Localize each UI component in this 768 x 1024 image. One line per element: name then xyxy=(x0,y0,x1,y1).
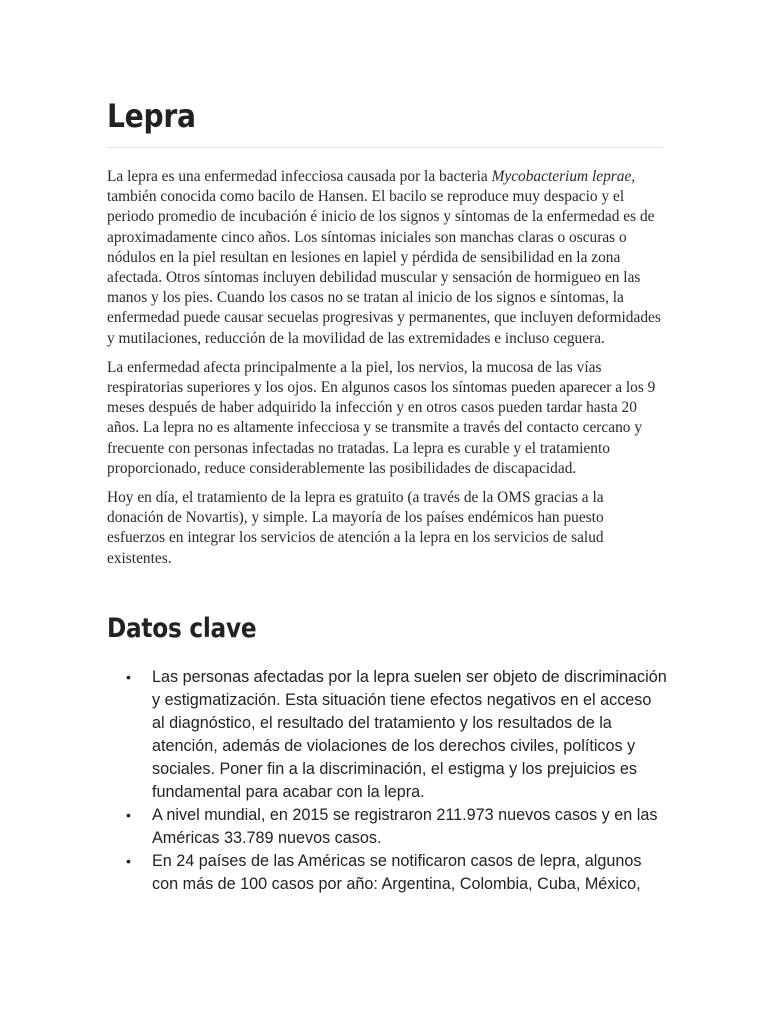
bullet-icon: • xyxy=(126,853,131,869)
intro-p1-lead: La lepra es una enfermedad infecciosa causada por la bacteria xyxy=(107,168,492,185)
intro-p1-rest: , también conocida como bacilo de Hansen. El bacilo se reproduce muy despacio y el periodo promedio de incubación é inicio de los signos y síntomas de la enfermedad es de aproximadamente cinco años. Los síntomas iniciales son manchas claras o oscuras o nódulos en la piel resultan en lesiones en lapiel y pérdida de sensibilidad en la zona afectada. Otros síntomas incluyen debilidad muscular y sensación de hormigueo en las manos y los pies. Cuando los casos no se tratan al inicio de los signos e síntomas, la enfermedad puede causar secuelas progresivas y permanentes, que incluyen deformidades y mutilaciones, reducción de la movilidad de las extremidades e incluso ceguera. xyxy=(107,168,661,347)
list-item-text: En 24 países de las Américas se notificaron casos de lepra, algunos con más de 100 casos por año: Argentina, Colombia, Cuba, México, xyxy=(152,852,642,893)
key-facts-title: Datos clave xyxy=(107,613,257,644)
key-facts-list xyxy=(107,666,667,896)
list-item xyxy=(107,804,667,850)
page-title: Lepra xyxy=(107,97,196,135)
bullet-icon: • xyxy=(126,669,131,685)
list-item-text: Las personas afectadas por la lepra suelen ser objeto de discriminación y estigmatización. Esta situación tiene efectos negativos en el acceso al diagnóstico, el resultado del tratamiento y los resultados de la atención, además de violaciones de los derechos civiles, políticos y sociales. Poner fin a la discriminación, el estigma y los prejuicios es fundamental para acabar con la lepra. xyxy=(152,668,667,801)
bullet-icon: • xyxy=(126,807,131,823)
title-divider xyxy=(107,147,663,148)
list-item xyxy=(107,850,667,896)
list-item-text: A nivel mundial, en 2015 se registraron 211.973 nuevos casos y en las Américas 33.789 nuevos casos. xyxy=(152,806,658,847)
intro-paragraph-3: Hoy en día, el tratamiento de la lepra es gratuito (a través de la OMS gracias a la donación de Novartis), y simple. La mayoría de los países endémicos han puesto esfuerzos en integrar los servicios de atención a la lepra en los servicios de salud existentes. xyxy=(107,489,604,567)
intro-section xyxy=(107,167,663,578)
intro-paragraph-1 xyxy=(107,167,663,349)
list-item xyxy=(107,666,667,804)
bacteria-name: Mycobacterium leprae xyxy=(491,168,632,185)
intro-paragraph-2: La enfermedad afecta principalmente a la piel, los nervios, la mucosa de las vías respiratorias superiores y los ojos. En algunos casos los síntomas pueden aparecer a los 9 meses después de haber adquirido la infección y en otros casos pueden tardar hasta 20 años. La lepra no es altamente infecciosa y se transmite a través del contacto cercano y frecuente con personas infectadas no tratadas. La lepra es curable y el tratamiento proporcionado, reduce considerablemente las posibilidades de discapacidad. xyxy=(107,358,656,477)
